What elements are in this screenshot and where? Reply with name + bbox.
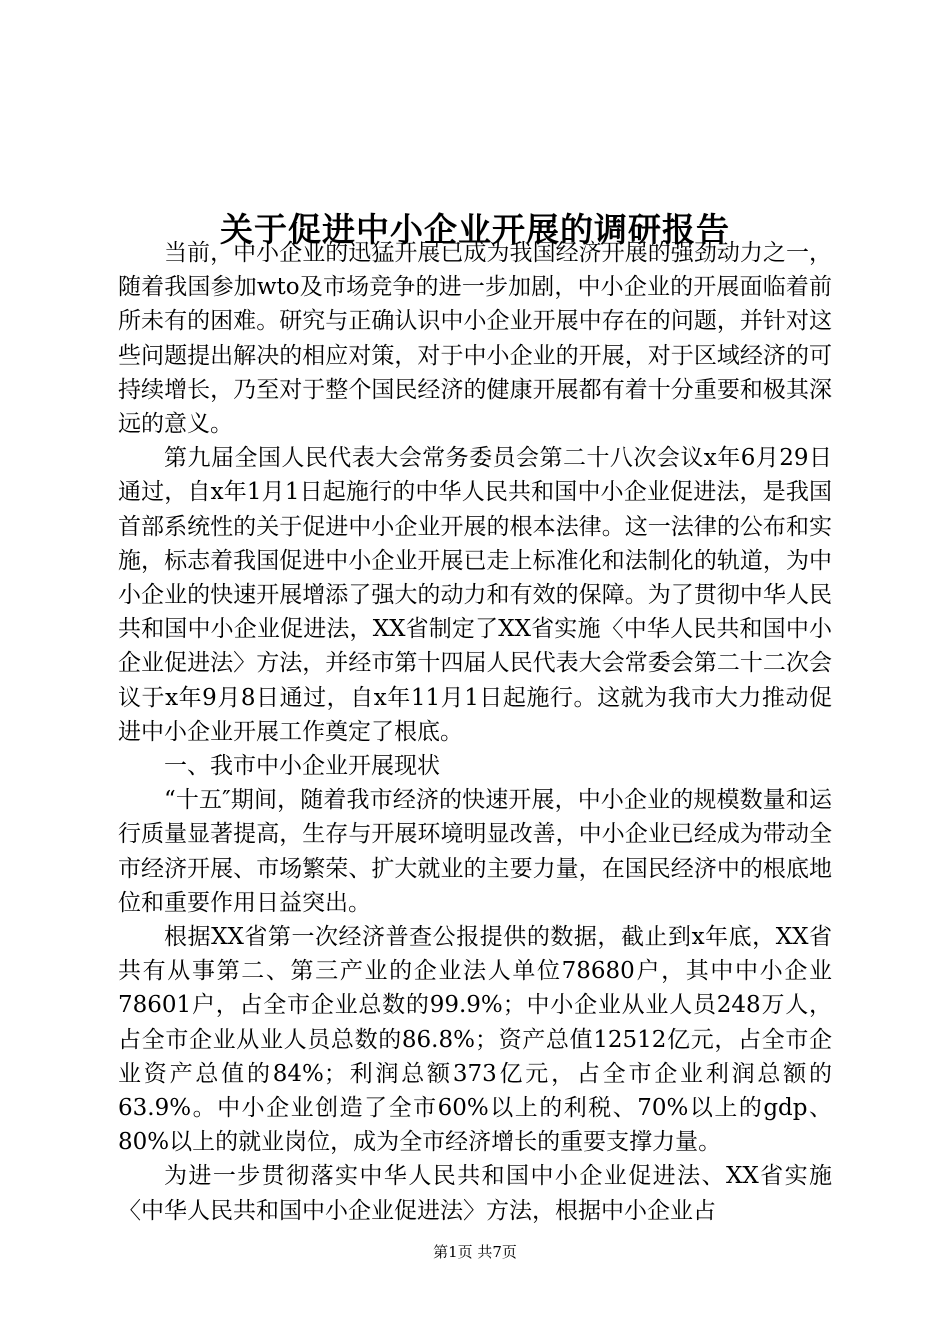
paragraph-continuation: 为进一步贯彻落实中华人民共和国中小企业促进法、XX省实施〈中华人民共和国中小企业促进法〉方法，根据中小企业占: [118, 1163, 832, 1224]
paragraph-statistics: 根据XX省第一次经济普查公报提供的数据，截止到x年底，XX省共有从事第二、第三产业的企业法人单位78680户，其中中小企业78601户，占全市企业总数的99.9%；中小企业从业人员248万人，占全市企业从业人员总数的86.8%；资产总值12512亿元，占全市企业资产总值的84%；利润总额373亿元，占全市企业利润总额的63.9%。中小企业创造了全市60%以上的利税、70%以上的gdp、80%以上的就业岗位，成为全市经济增长的重要支撑力量。: [118, 924, 832, 1156]
paragraph-status: “十五″期间，随着我市经济的快速开展，中小企业的规模数量和运行质量显著提高，生存与开展环境明显改善，中小企业已经成为带动全市经济开展、市场繁荣、扩大就业的主要力量，在国民经济中的根底地位和重要作用日益突出。: [118, 787, 832, 916]
paragraph-law: 第九届全国人民代表大会常务委员会第二十八次会议x年6月29日通过，自x年1月1日起施行的中华人民共和国中小企业促进法，是我国首部系统性的关于促进中小企业开展的根本法律。这一法律的公布和实施，标志着我国促进中小企业开展已走上标准化和法制化的轨道，为中小企业的快速开展增添了强大的动力和有效的保障。为了贯彻中华人民共和国中小企业促进法，XX省制定了XX省实施〈中华人民共和国中小企业促进法〉方法，并经市第十四届人民代表大会常委会第二十二次会议于x年9月8日通过，自x年11月1日起施行。这就为我市大力推动促进中小企业开展工作奠定了根底。: [118, 445, 832, 745]
document-title: 关于促进中小企业开展的调研报告: [220, 210, 730, 250]
page-number-footer: 第1页 共7页: [433, 1243, 517, 1261]
document-body: [118, 236, 832, 1228]
paragraph-intro: 当前，中小企业的迅猛开展已成为我国经济开展的强劲动力之一，随着我国参加wto及市场竞争的进一步加剧，中小企业的开展面临着前所未有的困难。研究与正确认识中小企业开展中存在的问题，并针对这些问题提出解决的相应对策，对于中小企业的开展，对于区域经济的可持续增长，乃至对于整个国民经济的健康开展都有着十分重要和极其深远的意义。: [118, 240, 832, 438]
section-heading: 一、我市中小企业开展现状: [164, 753, 440, 780]
